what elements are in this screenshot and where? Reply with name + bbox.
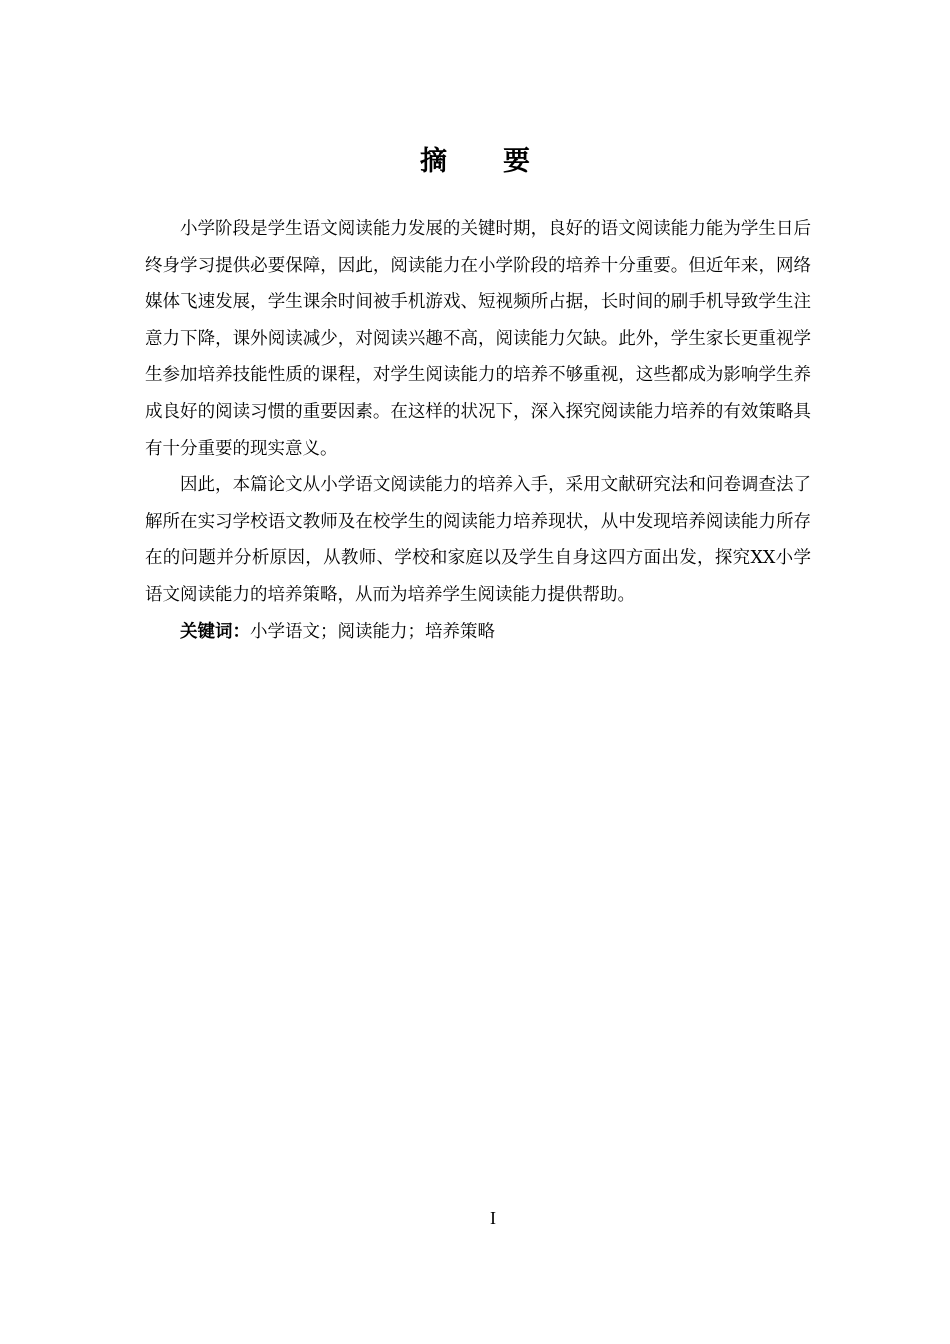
abstract-body — [145, 211, 811, 650]
page-number: I — [490, 1208, 496, 1228]
title-char-2: 要 — [503, 146, 530, 177]
title-char-1: 摘 — [420, 146, 447, 177]
keywords-value: 小学语文；阅读能力；培养策略 — [250, 621, 495, 642]
keywords-line — [145, 614, 811, 651]
page-title — [0, 142, 950, 182]
abstract-paragraph-1: 小学阶段是学生语文阅读能力发展的关键时期，良好的语文阅读能力能为学生日后终身学习提供必要保障，因此，阅读能力在小学阶段的培养十分重要。但近年来，网络媒体飞速发展，学生课余时间被手机游戏、短视频所占据，长时间的刷手机导致学生注意力下降，课外阅读减少，对阅读兴趣不高，阅读能力欠缺。此外，学生家长更重视学生参加培养技能性质的课程，对学生阅读能力的培养不够重视，这些都成为影响学生养成良好的阅读习惯的重要因素。在这样的状况下，深入探究阅读能力培养的有效策略具有十分重要的现实意义。 — [145, 219, 811, 459]
keywords-label: 关键词： — [180, 621, 250, 642]
abstract-paragraph-2: 因此，本篇论文从小学语文阅读能力的培养入手，采用文献研究法和问卷调查法了解所在实习学校语文教师及在校学生的阅读能力培养现状，从中发现培养阅读能力所存在的问题并分析原因，从教师、学校和家庭以及学生自身这四方面出发，探究XX小学语文阅读能力的培养策略，从而为培养学生阅读能力提供帮助。 — [145, 475, 811, 605]
